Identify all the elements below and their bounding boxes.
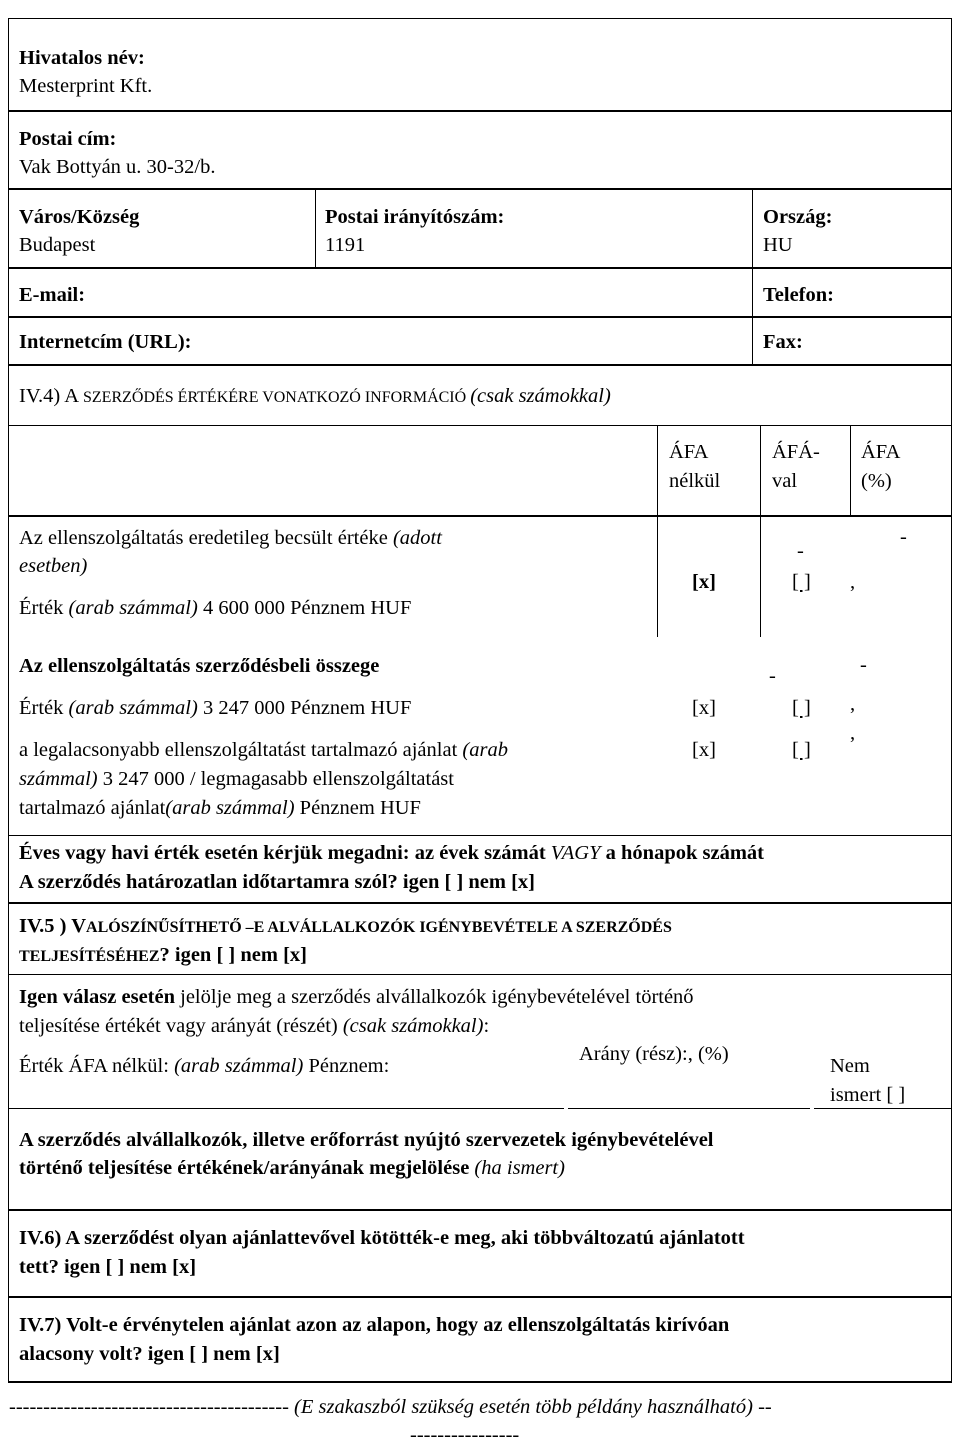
postal-address-value: Vak Bottyán u. 30-32/b. [19, 156, 216, 178]
low-line-1-text: a legalacsonyabb ellenszolgáltatást tartalmazó ajánlat [19, 739, 463, 761]
contract-comma: , [850, 693, 856, 715]
contract-title: Az ellenszolgáltatás szerződésbeli összege [19, 655, 380, 677]
section-iv5-num: IV.5 ) V [19, 915, 87, 937]
sub-desc-text: történő teljesítése értékének/arányának megjelölése [19, 1157, 475, 1179]
sub-value-currency: Pénznem: [303, 1055, 390, 1077]
yes-line-2 [19, 1012, 489, 1040]
yes-note: (csak számokkal) [342, 1015, 484, 1037]
footer-line-2: ---------------- [410, 1424, 520, 1446]
annual-note [19, 839, 764, 867]
orig-value-amount: 4 600 000 Pénznem HUF [197, 597, 412, 619]
sub-ratio-label: Arány (rész):, (%) [579, 1043, 729, 1065]
col-vat-excl-1: ÁFA [669, 441, 709, 463]
sub-desc-line-1: A szerződés alvállalkozók, illetve erőforrást nyújtó szervezetek igénybevételével [19, 1129, 714, 1151]
sub-value-note: (arab számmal) [174, 1055, 304, 1077]
city-value: Budapest [19, 234, 96, 256]
low-line-2 [19, 765, 454, 793]
yes-text: jelölje meg a szerződés alvállalkozók igénybevételével történő [175, 986, 694, 1008]
footer-text: (E szakaszból szükség esetén több példány használható) -- [288, 1396, 772, 1418]
low-line-3-currency: Pénznem HUF [294, 797, 421, 819]
country-label: Ország: [763, 206, 833, 228]
section-iv6-line-2: tett? igen [ ] nem [x] [19, 1256, 197, 1278]
section-iv5-heading-2 [19, 941, 307, 971]
contract-vat-incl-check[interactable]: [ ] [792, 697, 811, 719]
contract-vat-excl-check[interactable]: [x] [692, 697, 716, 719]
indefinite-duration: A szerződés határozatlan időtartamra szól? igen [ ] nem [x] [19, 871, 536, 893]
yes-label: Igen válasz esetén [19, 986, 176, 1008]
orig-title-text: Az ellenszolgáltatás eredetileg becsült értéke [19, 527, 393, 549]
low-vat-incl-check[interactable]: [ ] [792, 739, 811, 761]
orig-pct-dash: - [900, 526, 907, 548]
low-line-2-text: 3 247 000 / legmagasabb ellenszolgáltatást [97, 768, 454, 790]
low-line-3-text: tartalmazó ajánlat [19, 797, 166, 819]
unknown-check[interactable]: ismert [ ] [830, 1084, 906, 1106]
section-iv4-title: SZERZŐDÉS ÉRTÉKÉRE VONATKOZÓ INFORMÁCIÓ [79, 389, 471, 406]
annual-or: VAGY [550, 842, 601, 864]
section-iv4-a: A [64, 385, 79, 407]
fax-label: Fax: [763, 331, 803, 353]
yes-colon: : [483, 1015, 490, 1037]
orig-value-note: (arab számmal) [68, 597, 198, 619]
section-iv4-number: IV.4) [19, 385, 65, 407]
low-line-3 [19, 794, 421, 822]
col-vat-pct-2: (%) [861, 470, 892, 492]
contract-value-label: Érték [19, 697, 69, 719]
contract-value [19, 694, 411, 722]
orig-vat-incl-check[interactable]: [ ] [792, 571, 811, 593]
section-iv7-line-2: alacsony volt? igen [ ] nem [x] [19, 1343, 280, 1365]
footer-dashes: ----------------------------------------- [9, 1396, 289, 1418]
official-name-value: Mesterprint Kft. [19, 75, 153, 97]
contract-value-amount: 3 247 000 Pénznem HUF [197, 697, 412, 719]
country-value: HU [763, 234, 793, 256]
orig-value-label: Érték [19, 597, 69, 619]
orig-comma: , [850, 571, 856, 593]
sub-desc-line-2 [19, 1154, 565, 1182]
yes-text-2: teljesítése értékét vagy arányát (részét) [19, 1015, 343, 1037]
orig-title-note: (adott [392, 527, 442, 549]
email-label: E-mail: [19, 284, 86, 306]
orig-value [19, 594, 411, 622]
low-line-1-note: (arab [462, 739, 508, 761]
col-vat-pct-1: ÁFA [861, 441, 901, 463]
url-label: Internetcím (URL): [19, 331, 192, 353]
section-iv5-heading-1 [19, 912, 672, 942]
section-iv7-line-1: IV.7) Volt-e érvénytelen ajánlat azon az alapon, hogy az ellenszolgáltatás kirívóan [19, 1314, 730, 1336]
low-line-2-note: számmal) [19, 768, 98, 790]
phone-label: Telefon: [763, 284, 834, 306]
postal-address-label: Postai cím: [19, 128, 117, 150]
low-line-3-note: (arab számmal) [165, 797, 295, 819]
section-iv4-heading [19, 382, 611, 412]
unknown-line-1: Nem [830, 1055, 870, 1077]
sub-value-text: Érték ÁFA nélkül: [19, 1055, 175, 1077]
city-label: Város/Község [19, 206, 140, 228]
low-vat-excl-check[interactable]: [x] [692, 739, 716, 761]
col-vat-incl-1: ÁFÁ- [772, 441, 820, 463]
yes-line-1 [19, 983, 694, 1011]
official-name-label: Hivatalos név: [19, 47, 145, 69]
orig-vat-excl-check[interactable]: [x] [692, 571, 716, 593]
section-iv5-title-a: ALÓSZÍNŰSÍTHETŐ [86, 919, 246, 936]
orig-vat-incl-dash: - [797, 540, 804, 562]
contract-pct-dash: - [860, 654, 867, 676]
section-iv6-line-1: IV.6) A szerződést olyan ajánlattevővel kötötték-e meg, aki többváltozatú ajánlatott [19, 1227, 745, 1249]
col-vat-incl-2: val [772, 470, 798, 492]
annual-months: a hónapok számát [600, 842, 764, 864]
sub-value-label [19, 1052, 389, 1080]
section-iv5-answer: ? igen [ ] nem [x] [159, 944, 307, 966]
postcode-value: 1191 [325, 234, 366, 256]
contract-vat-incl-dash: - [769, 665, 776, 687]
section-iv5-title-c: TELJESÍTÉSÉHEZ [19, 948, 160, 965]
sub-desc-note: (ha ismert) [474, 1157, 565, 1179]
postcode-label: Postai irányítószám: [325, 206, 505, 228]
section-iv4-note: (csak számokkal) [470, 385, 611, 407]
orig-title-line1 [19, 524, 442, 552]
section-iv5-title-b: –E ALVÁLLALKOZÓK IGÉNYBEVÉTELE A SZERZŐDÉS [245, 919, 672, 936]
low-comma: , [850, 722, 856, 744]
contract-value-note: (arab számmal) [68, 697, 198, 719]
footer-line-1 [9, 1393, 772, 1421]
col-vat-excl-2: nélkül [669, 470, 721, 492]
low-line-1 [19, 736, 508, 764]
orig-title-line2: esetben) [19, 555, 88, 577]
annual-text: Éves vagy havi érték esetén kérjük megadni: az évek számát [19, 842, 551, 864]
